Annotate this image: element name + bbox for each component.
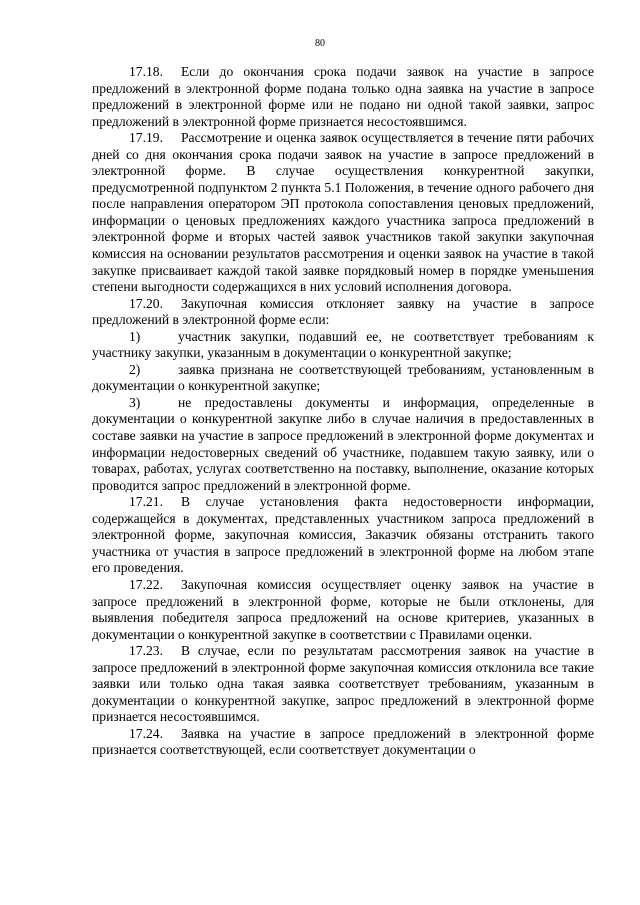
list-item-number: 3) [129, 394, 141, 410]
paragraph-17-22 [92, 577, 594, 643]
paragraph-number: 17.20. [129, 295, 163, 311]
list-item-number: 2) [129, 361, 141, 377]
paragraph-17-23 [92, 643, 594, 726]
paragraph-text: Заявка на участие в запросе предложений в электронной форме признается соответствующей, если соответствует документации о [92, 725, 594, 758]
page-number: 80 [315, 38, 325, 49]
list-item-1 [92, 329, 594, 362]
paragraph-text: Если до окончания срока подачи заявок на участие в запросе предложений в электронной форме подана только одна заявка на участие в запросе предложений в электронной форме или не подано ни одной такой заявки, запрос предложений в электронной форме признается несостоявшимся. [92, 64, 594, 129]
list-item-text: не предоставлены документы и информация, определенные в документации о конкурентной закупке либо в случае наличия в предоставленных в составе заявки на участие в запросе предложений в электронной форме документах и информации недостоверных сведений об участнике, подавшем такую заявку, или о товарах, работах, услугах соответственно на поставку, выполнение, оказание которых проводится запрос предложений в электронной форме. [92, 394, 594, 493]
paragraph-17-18 [92, 64, 594, 130]
paragraph-number: 17.21. [129, 494, 163, 510]
paragraph-number: 17.18. [129, 64, 163, 79]
paragraph-text: Закупочная комиссия отклоняет заявку на участие в запросе предложений в электронной форме если: [92, 295, 594, 328]
paragraph-number: 17.23. [129, 643, 163, 659]
paragraph-number: 17.22. [129, 576, 163, 592]
list-item-number: 1) [129, 328, 141, 344]
list-item-2 [92, 362, 594, 395]
document-body [92, 64, 594, 759]
paragraph-text: В случае, если по результатам рассмотрения заявок на участие в запросе предложений в электронной форме закупочная комиссия отклонила все такие заявки или только одна такая заявка соответствует требованиям, указанным в документации о конкурентной закупке, запрос предложений в электронной форме признается несостоявшимся. [92, 643, 594, 725]
paragraph-17-21 [92, 494, 594, 577]
paragraph-17-19 [92, 130, 594, 295]
list-item-3 [92, 395, 594, 494]
paragraph-17-24 [92, 726, 594, 759]
paragraph-text: Закупочная комиссия осуществляет оценку заявок на участие в запросе предложений в электронной форме, которые не были отклонены, для выявления победителя запроса предложений на основе критериев, указанных в документации о конкурентной закупке в соответствии с Правилами оценки. [92, 576, 594, 642]
paragraph-text: В случае установления факта недостоверности информации, содержащейся в документах, представленных участником запроса предложений в электронной форме, закупочная комиссия, Заказчик обязаны отстранить такого участника от участия в запросе предложений в электронной форме на любом этапе его проведения. [92, 494, 594, 576]
paragraph-number: 17.19. [129, 130, 163, 146]
list-item-text: заявка признана не соответствующей требованиям, установленным в документации о конкурентной закупке; [92, 361, 594, 394]
paragraph-number: 17.24. [129, 725, 163, 741]
paragraph-17-20 [92, 296, 594, 329]
paragraph-text: Рассмотрение и оценка заявок осуществляется в течение пяти рабочих дней со дня окончания срока подачи заявок на участие в запросе предложений в электронной форме. В случае осуществления конкурентной закупки, предусмотренной подпунктом 2 пункта 5.1 Положения, в течение одного рабочего дня после направления оператором ЭП протокола сопоставления ценовых предложений, информации о ценовых предложениях каждого участника запроса предложений в электронной форме и вторых частей заявок участников такой закупки закупочная комиссия на основании результатов рассмотрения и оценки заявок на участие в такой закупке присваивает каждой такой заявке порядковый номер в порядке уменьшения степени выгодности содержащихся в них условий исполнения договора. [92, 130, 594, 295]
list-item-text: участник закупки, подавший ее, не соответствует требованиям к участнику закупки, указанным в документации о конкурентной закупке; [92, 328, 594, 361]
